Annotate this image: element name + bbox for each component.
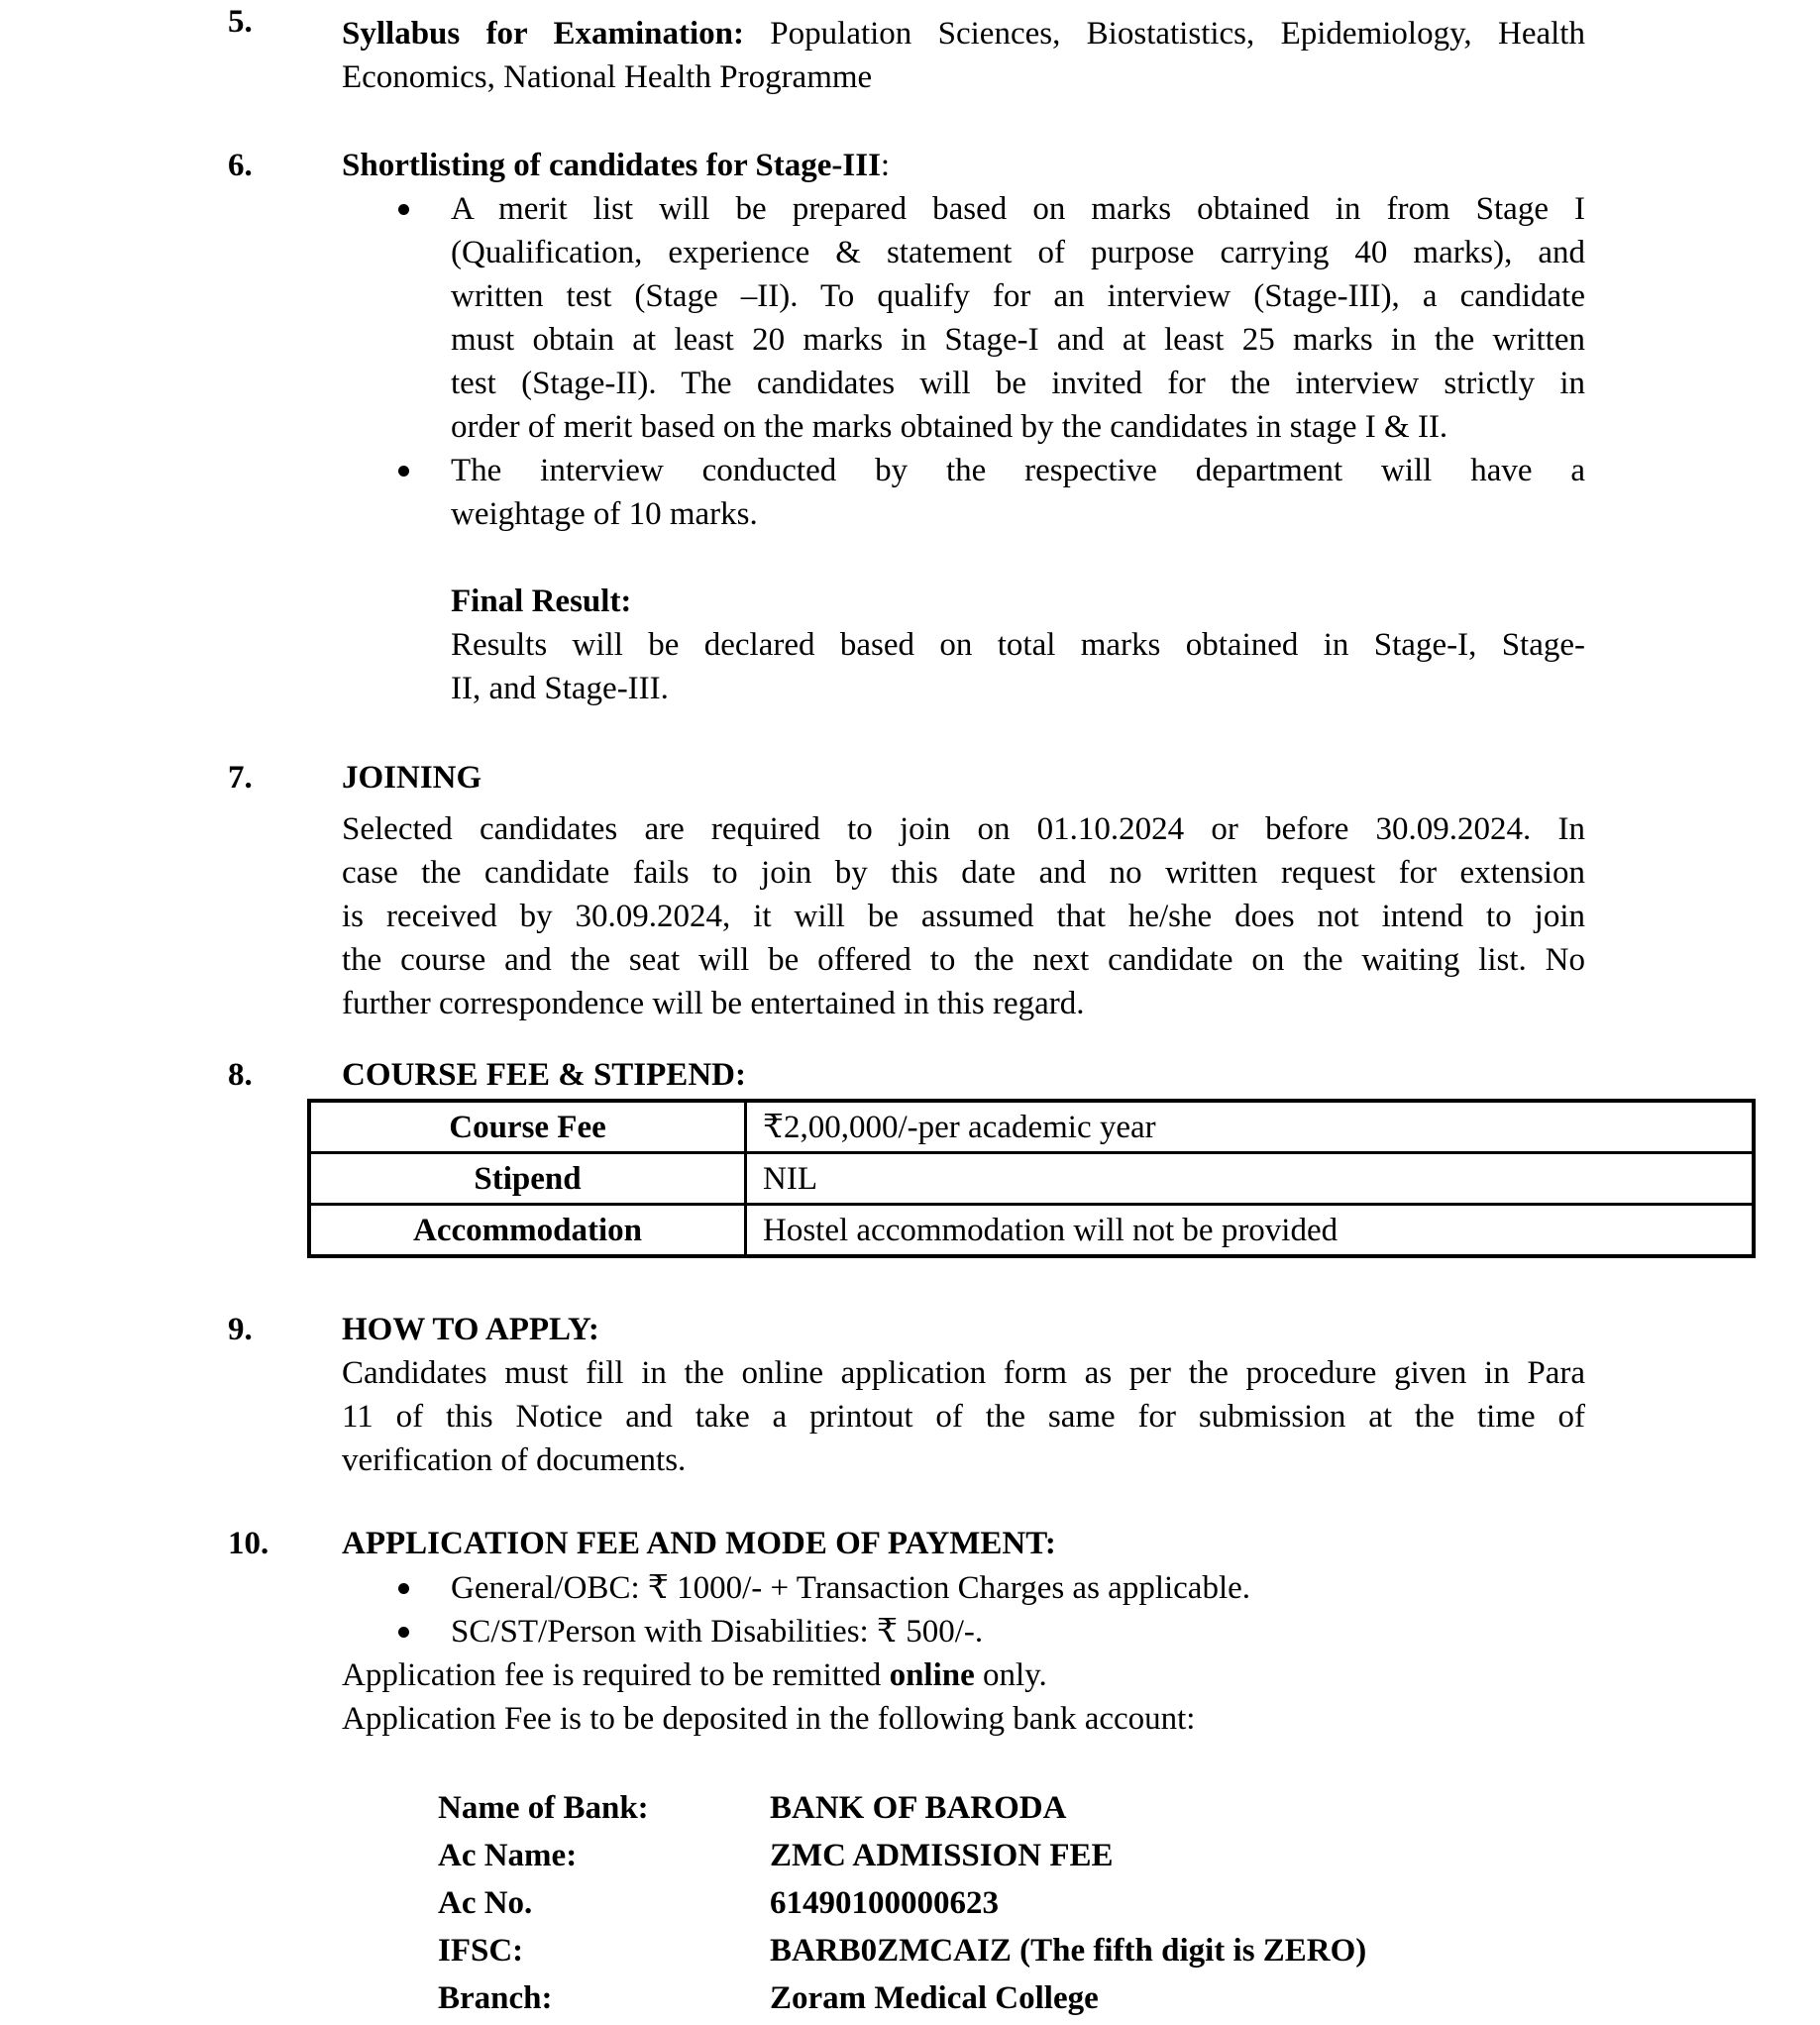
- bank-detail-row: [438, 1784, 1820, 1832]
- section-number: 10.: [228, 1526, 269, 1561]
- bank-detail-value: 61490100000623: [770, 1885, 999, 1921]
- list-item: [342, 1566, 1585, 1610]
- section-body: [342, 756, 1585, 1025]
- bullet-line: A merit list will be prepared based on marks obtained in from Stage I: [451, 191, 1585, 227]
- paragraph-line: further correspondence will be entertained in this regard.: [342, 986, 1085, 1021]
- table-cell-label: Accommodation: [309, 1205, 746, 1257]
- course-fee-table: [307, 1099, 1756, 1258]
- shortlisting-heading-colon: :: [880, 148, 891, 183]
- syllabus-line-2: Economics, National Health Programme: [342, 59, 873, 95]
- list-item: [342, 1610, 1585, 1653]
- bullet-line: SC/ST/Person with Disabilities: ₹ 500/-.: [451, 1614, 984, 1650]
- bank-detail-label: Name of Bank:: [438, 1790, 649, 1826]
- bullet-line: order of merit based on the marks obtained by the candidates in stage I & II.: [451, 409, 1448, 445]
- bullet-line: must obtain at least 20 marks in Stage-I and at least 25 marks in the written: [451, 322, 1585, 358]
- application-fee-heading: APPLICATION FEE AND MODE OF PAYMENT:: [342, 1526, 1056, 1561]
- course-fee-heading: COURSE FEE & STIPEND:: [342, 1057, 746, 1093]
- syllabus-line-1: [342, 12, 1585, 55]
- paragraph-line: Selected candidates are required to join on 01.10.2024 or before 30.09.2024. In: [342, 811, 1585, 847]
- paragraph-line: is received by 30.09.2024, it will be assumed that he/she does not intend to join: [342, 899, 1585, 934]
- section-joining: [0, 756, 1820, 1025]
- bullet-icon: [398, 1627, 409, 1638]
- bullet-line: General/OBC: ₹ 1000/- + Transaction Charges as applicable.: [451, 1570, 1251, 1606]
- section-number: 8.: [228, 1057, 253, 1093]
- section-how-to-apply: [0, 1308, 1820, 1482]
- remit-online-emphasis: online: [889, 1657, 975, 1693]
- section-number: 5.: [228, 4, 253, 40]
- bullet-icon: [398, 1583, 409, 1594]
- table-cell-label: Course Fee: [309, 1101, 746, 1153]
- table-row: [309, 1153, 1754, 1205]
- paragraph-line: the course and the seat will be offered to the next candidate on the waiting list. No: [342, 942, 1585, 978]
- section-syllabus: [0, 0, 1820, 99]
- bullet-line: (Qualification, experience & statement of purpose carrying 40 marks), and: [451, 235, 1585, 270]
- bank-detail-value: Zoram Medical College: [770, 1980, 1099, 2016]
- bank-detail-label: Ac Name:: [438, 1838, 578, 1873]
- paragraph-line: verification of documents.: [342, 1442, 687, 1478]
- section-body: [342, 1308, 1585, 1482]
- section-body: [342, 12, 1585, 99]
- section-course-fee: [0, 1053, 1820, 1258]
- bank-detail-value: BARB0ZMCAIZ (The fifth digit is ZERO): [770, 1933, 1367, 1969]
- bullet-line: written test (Stage –II). To qualify for an interview (Stage-III), a candidate: [451, 278, 1585, 314]
- bank-detail-label: Ac No.: [438, 1885, 533, 1921]
- section-number: 7.: [228, 760, 253, 796]
- syllabus-heading: Syllabus for Examination:: [342, 16, 744, 52]
- table-row: [309, 1205, 1754, 1257]
- bank-detail-row: [438, 1974, 1820, 2022]
- syllabus-text: Population Sciences, Biostatistics, Epidemiology, Health: [743, 16, 1585, 52]
- final-result-line: II, and Stage-III.: [451, 671, 669, 706]
- bullet-icon: [398, 466, 409, 477]
- final-result-block: [451, 580, 1585, 710]
- table-cell-value: Hostel accommodation will not be provided: [746, 1205, 1755, 1257]
- joining-heading: JOINING: [342, 760, 482, 796]
- section-body: [342, 1522, 1585, 1741]
- section-body: [342, 144, 1585, 710]
- section-shortlisting: [0, 144, 1820, 710]
- final-result-line: Results will be declared based on total marks obtained in Stage-I, Stage-: [451, 627, 1585, 663]
- table-cell-label: Stipend: [309, 1153, 746, 1205]
- bank-detail-row: [438, 1927, 1820, 1974]
- table-cell-value: NIL: [746, 1153, 1755, 1205]
- remit-text-pre: Application fee is required to be remitted: [342, 1657, 890, 1693]
- joining-paragraph: [342, 807, 1585, 1025]
- section-body: [342, 1053, 1585, 1097]
- remit-line: [342, 1653, 1585, 1697]
- bullet-line: The interview conducted by the respective department will have a: [451, 453, 1585, 488]
- bank-detail-label: IFSC:: [438, 1933, 524, 1969]
- shortlisting-heading: [342, 144, 1585, 187]
- shortlisting-heading-text: Shortlisting of candidates for Stage-III: [342, 148, 881, 183]
- list-item: [342, 187, 1585, 449]
- paragraph-line: case the candidate fails to join by this date and no written request for extension: [342, 855, 1585, 891]
- table-row: [309, 1101, 1754, 1153]
- bank-details-block: [438, 1784, 1820, 2022]
- section-number: 9.: [228, 1312, 253, 1347]
- bank-detail-row: [438, 1879, 1820, 1927]
- section-number: 6.: [228, 148, 253, 183]
- paragraph-line: 11 of this Notice and take a printout of the same for submission at the time of: [342, 1399, 1585, 1435]
- bank-detail-row: [438, 1832, 1820, 1879]
- bank-detail-value: ZMC ADMISSION FEE: [770, 1838, 1114, 1873]
- list-item: [342, 449, 1585, 536]
- section-application-fee: [0, 1522, 1820, 1741]
- table-cell-value: ₹2,00,000/-per academic year: [746, 1101, 1755, 1153]
- bank-detail-value: BANK OF BARODA: [770, 1790, 1067, 1826]
- how-to-apply-heading: HOW TO APPLY:: [342, 1312, 599, 1347]
- bullet-icon: [398, 204, 409, 215]
- bank-detail-label: Branch:: [438, 1980, 553, 2016]
- bullet-line: weightage of 10 marks.: [451, 496, 758, 532]
- final-result-heading: Final Result:: [451, 584, 632, 619]
- bullet-line: test (Stage-II). The candidates will be invited for the interview strictly in: [451, 366, 1585, 401]
- paragraph-line: Candidates must fill in the online application form as per the procedure given in Para: [342, 1355, 1585, 1391]
- deposit-line: Application Fee is to be deposited in the following bank account:: [342, 1701, 1196, 1737]
- remit-text-post: only.: [974, 1657, 1047, 1693]
